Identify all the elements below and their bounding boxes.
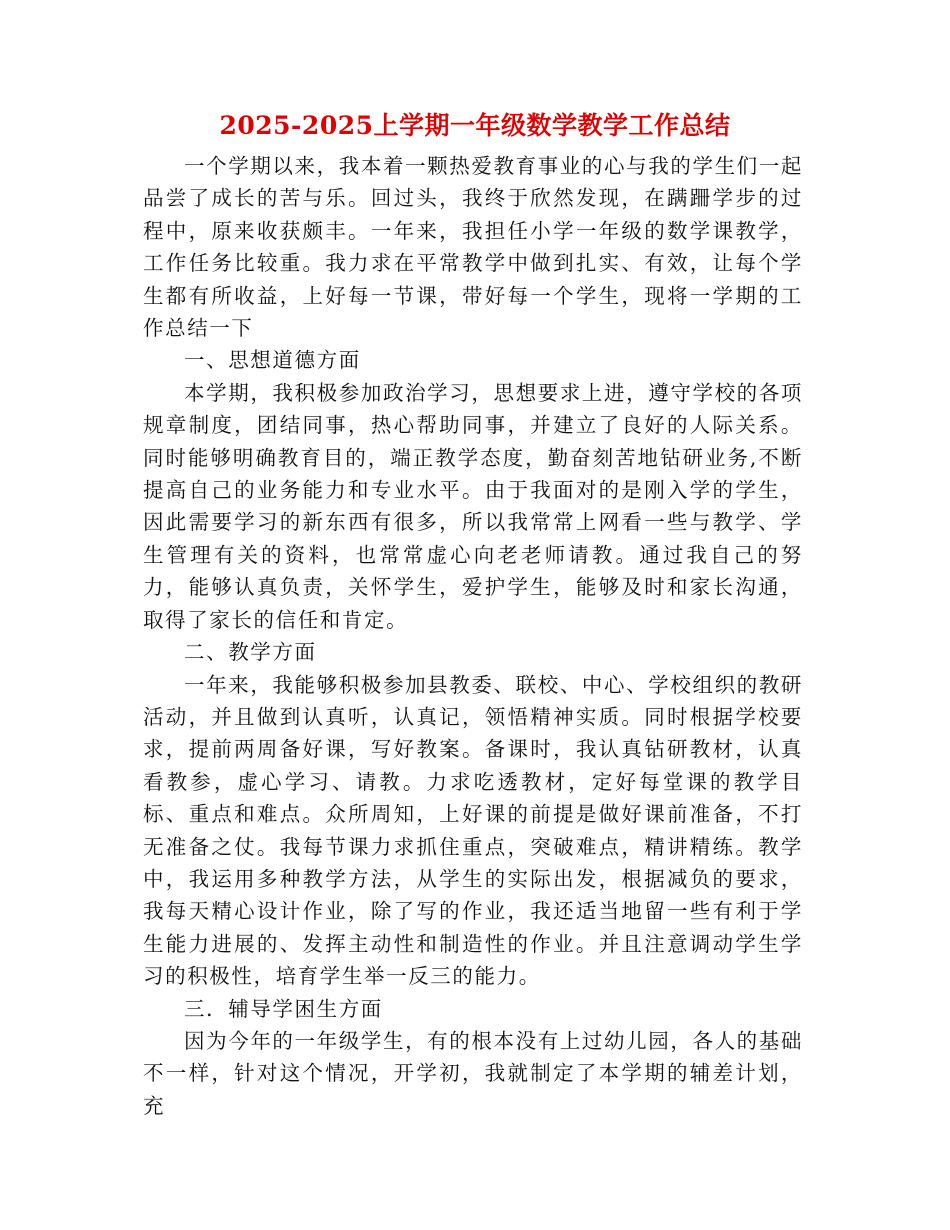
teaching-paragraph: 一年来，我能够积极参加县教委、联校、中心、学校组织的教研活动，并且做到认真听，认真记，领悟精神实质。同时根据学校要求，提前两周备好课，写好教案。备课时，我认真钻研教材，认真看教参，虚心学习、请教。力求吃透教材，定好每堂课的教学目标、重点和难点。众所周知，上好课的前提是做好课前准备，不打无准备之仗。我每节课力求抓住重点，突破难点，精讲精练。教学中，我运用多种教学方法，从学生的实际出发，根据减负的要求，我每天精心设计作业，除了写的作业，我还适当地留一些有利于学生能力进展的、发挥主动性和制造性的作业。并且注意调动学生学习的积极性，培育学生举一反三的能力。 <box>143 672 803 989</box>
tutoring-paragraph: 因为今年的一年级学生，有的根本没有上过幼儿园，各人的基础不一样，针对这个情况，开学初，我就制定了本学期的辅差计划，充 <box>143 1028 803 1118</box>
ideology-paragraph: 本学期，我积极参加政治学习，思想要求上进，遵守学校的各项规章制度，团结同事，热心帮助同事，并建立了良好的人际关系。同时能够明确教育目的，端正教学态度，勤奋刻苦地钻研业务,不断提高自己的业务能力和专业水平。由于我面对的是刚入学的学生，因此需要学习的新东西有很多，所以我常常上网看一些与教学、学生管理有关的资料，也常常虚心向老老师请教。通过我自己的努力，能够认真负责，关怀学生，爱护学生，能够及时和家长沟通，取得了家长的信任和肯定。 <box>143 380 803 632</box>
section-heading-teaching: 二、教学方面 <box>184 640 317 665</box>
section-heading-tutoring: 三．辅导学困生方面 <box>184 996 383 1021</box>
document-title: 2025-2025上学期一年级数学教学工作总结 <box>219 111 731 140</box>
document-body <box>143 150 803 1122</box>
intro-paragraph: 一个学期以来，我本着一颗热爱教育事业的心与我的学生们一起品尝了成长的苦与乐。回过头，我终于欣然发现，在蹒跚学步的过程中，原来收获颇丰。一年来，我担任小学一年级的数学课教学，工作任务比较重。我力求在平常教学中做到扎实、有效，让每个学生都有所收益，上好每一节课，带好每一个学生，现将一学期的工作总结一下 <box>143 154 803 341</box>
section-heading-ideology: 一、思想道德方面 <box>184 348 361 373</box>
